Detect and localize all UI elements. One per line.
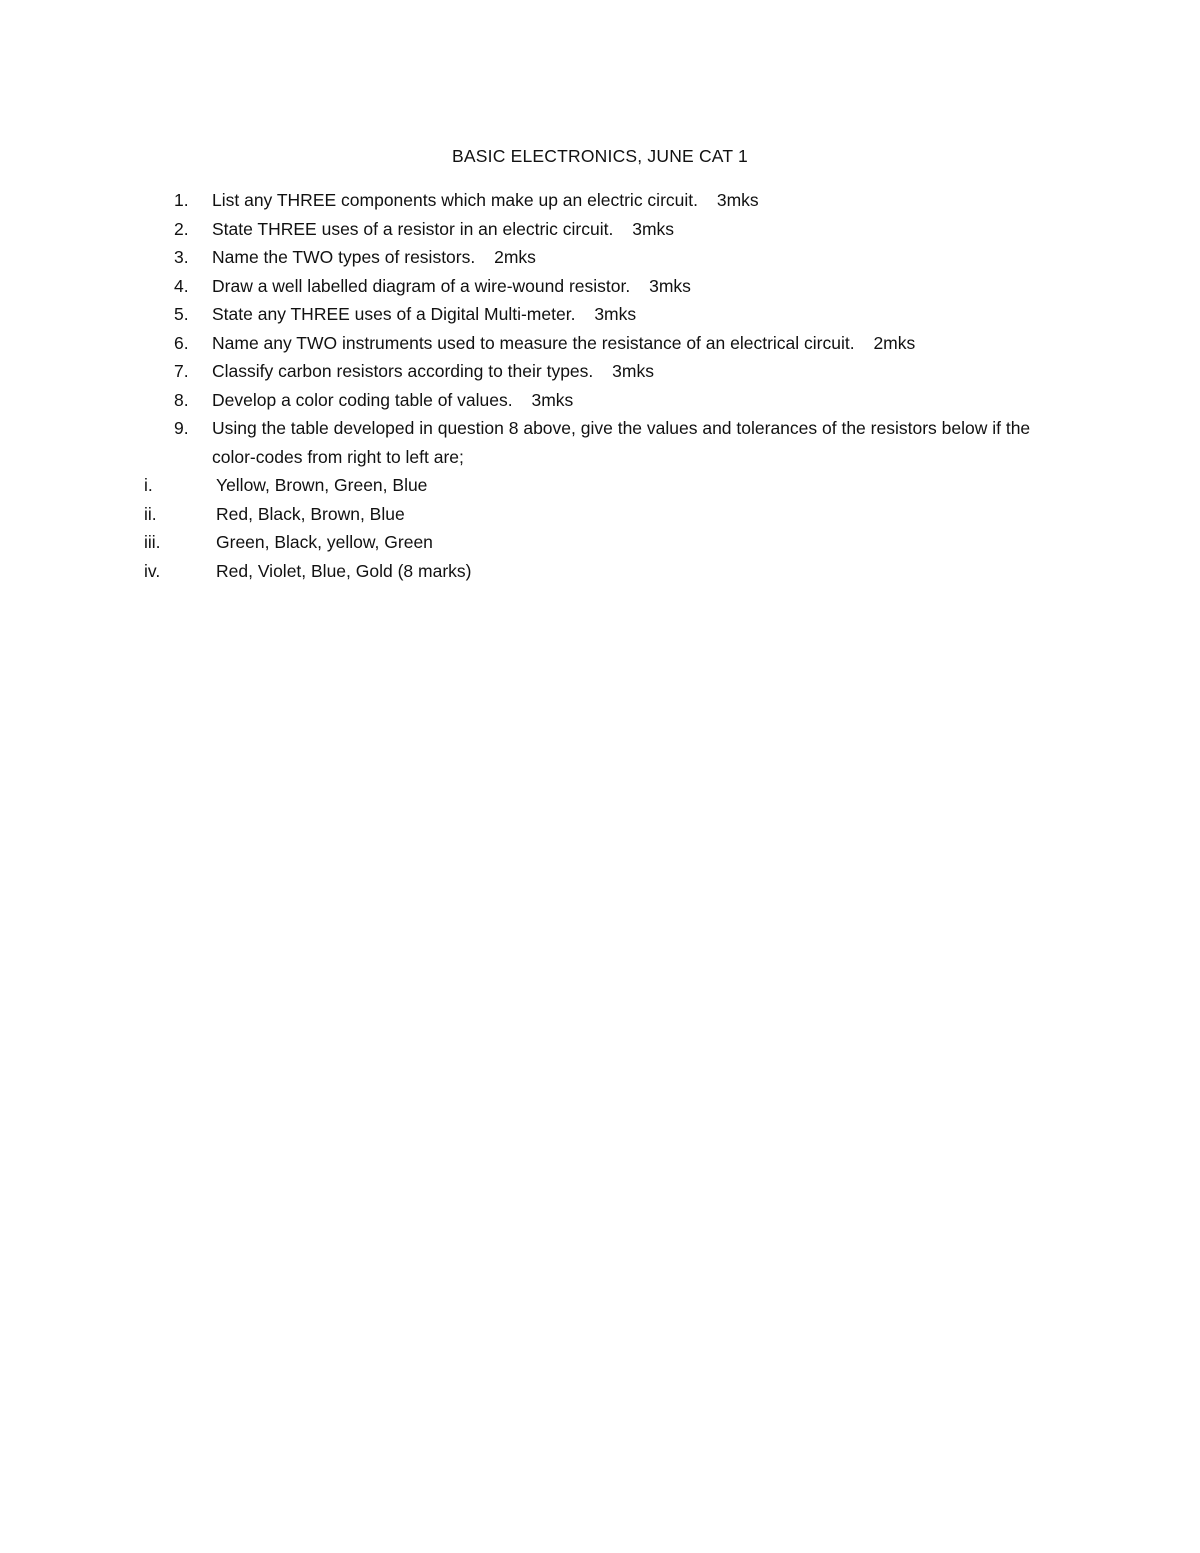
color-code-item-iii [0, 528, 1200, 557]
question-marks: 3mks [612, 361, 654, 381]
question-text: State any THREE uses of a Digital Multi-meter. [212, 304, 576, 324]
question-3 [0, 243, 1200, 272]
question-marks: 3mks [531, 389, 574, 410]
question-marks: 2mks [873, 332, 916, 353]
question-marks: 2mks [494, 247, 536, 267]
question-6 [0, 329, 1200, 358]
question-text: Develop a color coding table of values. [212, 389, 513, 410]
subitem-text: Green, Black, yellow, Green [216, 532, 433, 552]
color-code-item-ii [0, 500, 1200, 529]
question-list [0, 186, 1200, 471]
question-number: 2. [174, 218, 189, 239]
question-text: Name the TWO types of resistors. [212, 247, 476, 267]
question-number: 4. [174, 275, 189, 296]
question-text: State THREE uses of a resistor in an electric circuit. [212, 218, 614, 239]
question-marks: 3mks [716, 190, 759, 210]
subitem-text: Red, Violet, Blue, Gold (8 marks) [216, 560, 472, 581]
color-code-item-iv [0, 557, 1200, 586]
question-number: 6. [174, 332, 189, 353]
question-7 [0, 357, 1200, 386]
subitem-number: ii. [144, 503, 157, 524]
question-5 [0, 300, 1200, 329]
question-text: Name any TWO instruments used to measure the resistance of an electrical circuit. [212, 332, 855, 353]
question-marks: 3mks [594, 304, 637, 324]
question-number: 7. [174, 361, 189, 381]
question-number: 9. [174, 418, 189, 438]
question-number: 8. [174, 389, 189, 410]
color-code-list [0, 471, 1200, 585]
question-marks: 3mks [632, 218, 675, 239]
page-title: BASIC ELECTRONICS, JUNE CAT 1 [452, 146, 748, 166]
question-text: List any THREE components which make up an electric circuit. [212, 190, 698, 210]
subitem-text: Red, Black, Brown, Blue [216, 503, 405, 524]
question-text: Using the table developed in question 8 above, give the values and tolerances of the resistors below if the color-codes from right to left are; [212, 418, 1031, 467]
subitem-number: iii. [144, 532, 161, 552]
subitem-number: i. [144, 475, 153, 495]
subitem-text: Yellow, Brown, Green, Blue [216, 475, 428, 495]
question-number: 5. [174, 304, 189, 324]
question-marks: 3mks [649, 275, 691, 296]
question-1 [0, 186, 1200, 215]
question-text: Classify carbon resistors according to their types. [212, 361, 594, 381]
question-text: Draw a well labelled diagram of a wire-wound resistor. [212, 275, 631, 296]
question-9 [0, 414, 1200, 471]
question-2 [0, 215, 1200, 244]
question-8 [0, 386, 1200, 415]
question-4 [0, 272, 1200, 301]
question-number: 1. [174, 190, 189, 210]
color-code-item-i [0, 471, 1200, 500]
subitem-number: iv. [144, 560, 161, 581]
question-number: 3. [174, 247, 189, 267]
